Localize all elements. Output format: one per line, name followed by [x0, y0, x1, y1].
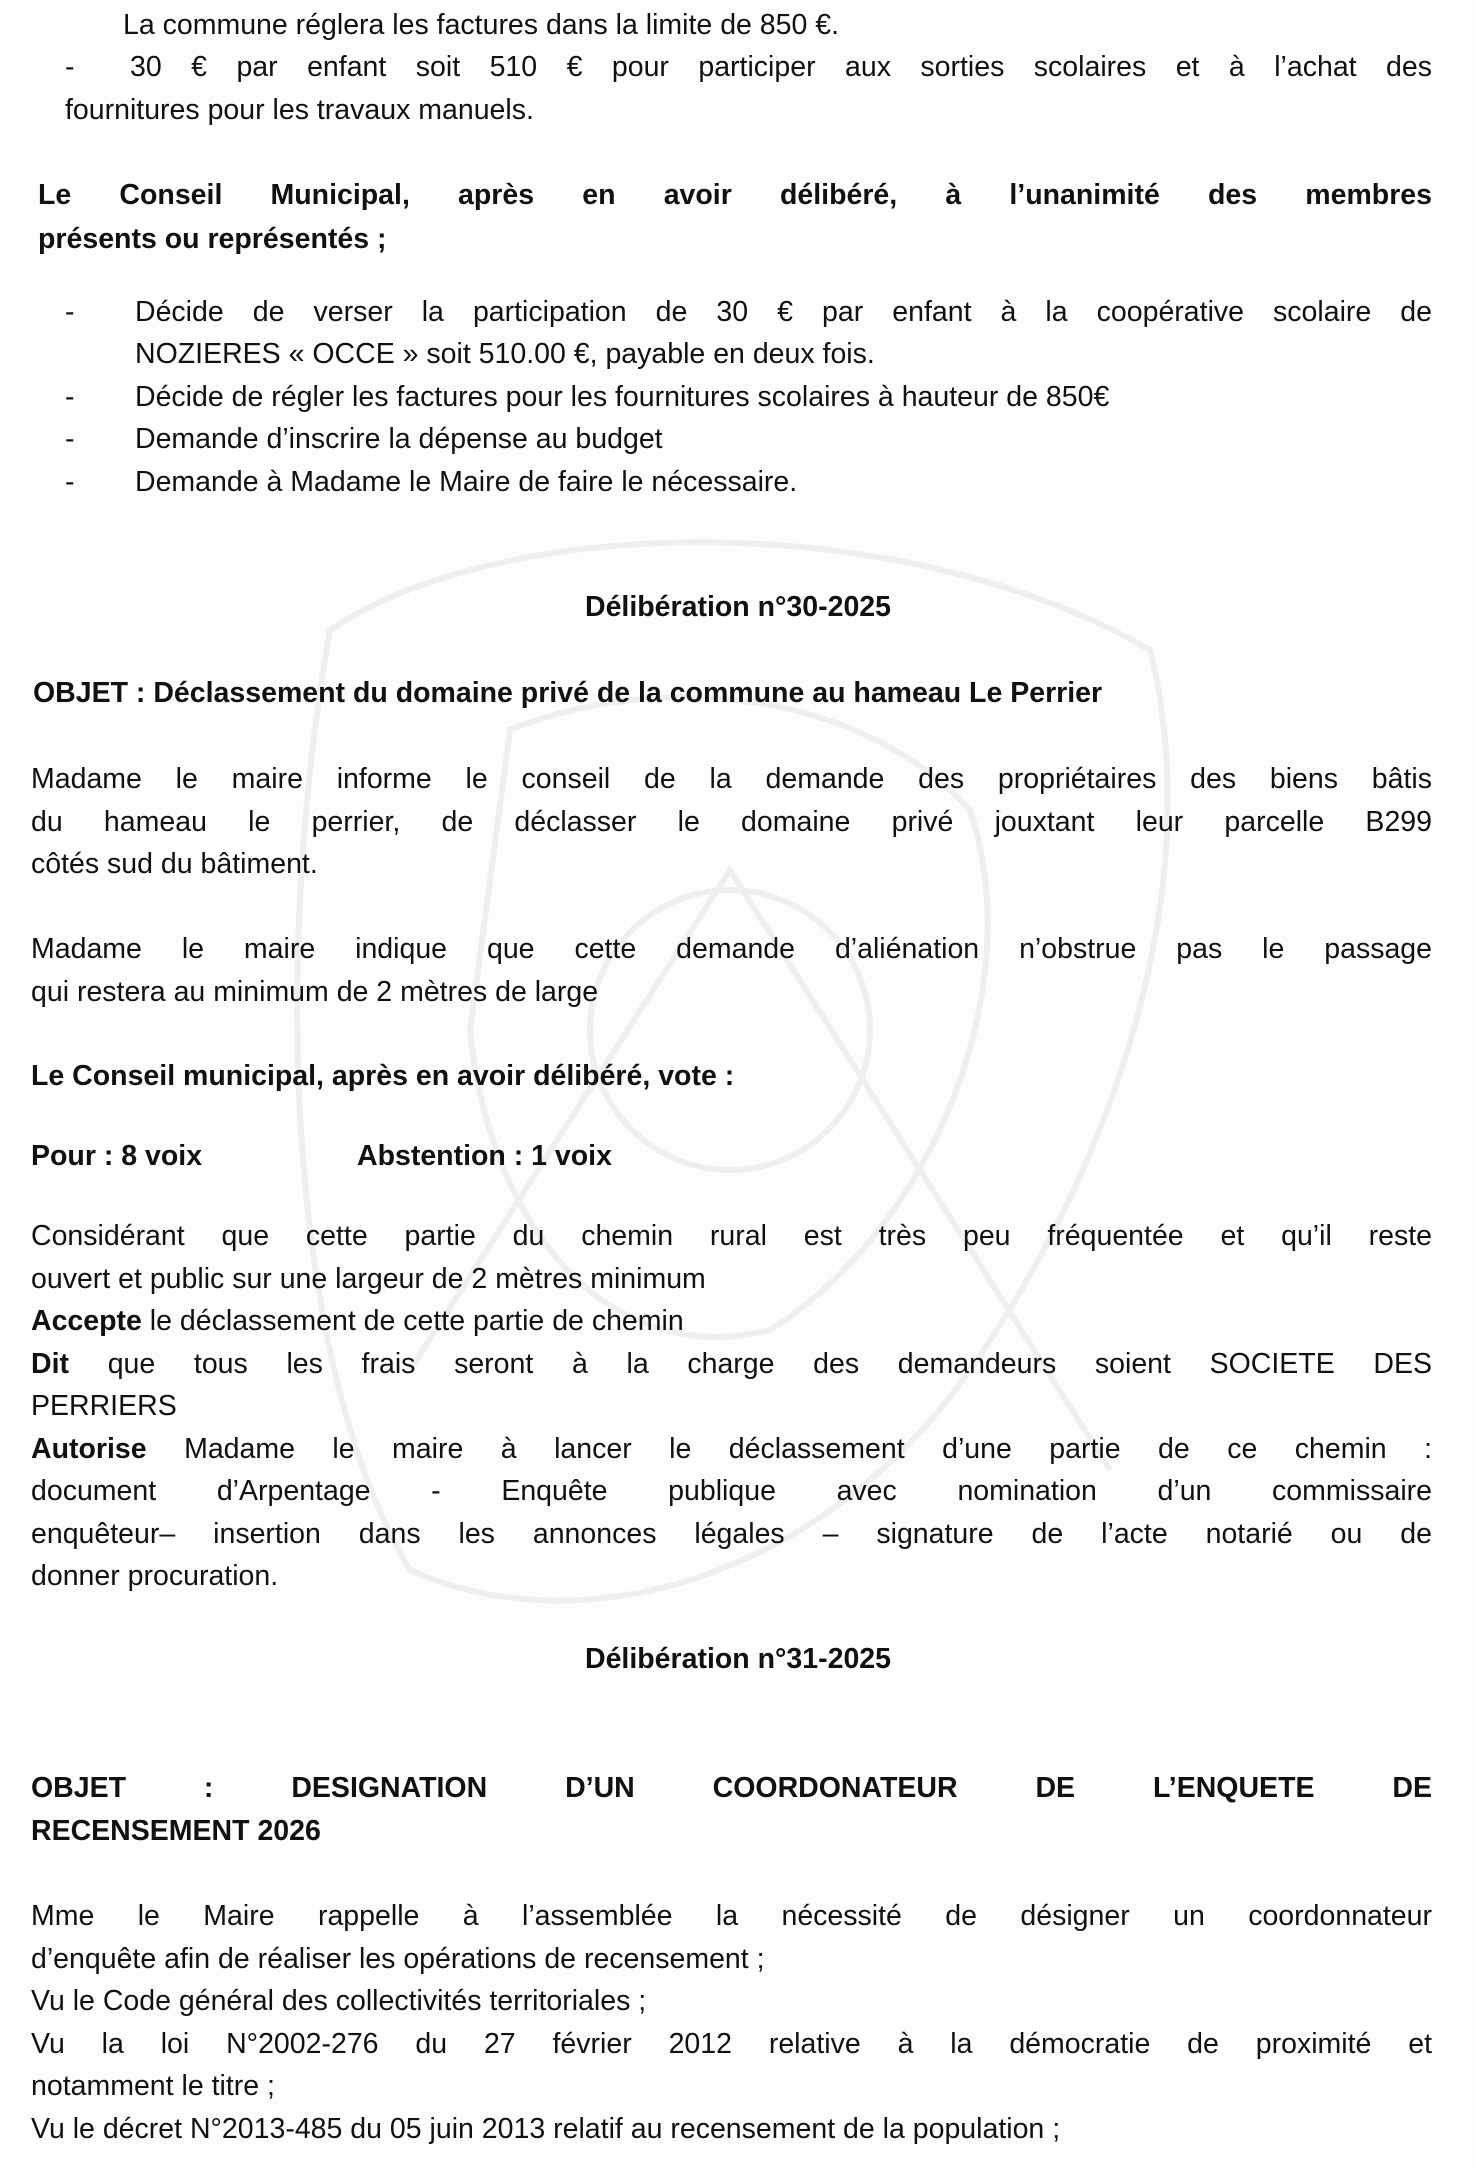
deliberation-31-objet-line1: OBJET : DESIGNATION D’UN COORDONATEUR DE L’ENQUETE DE [31, 1772, 1432, 1804]
intro-line-3: fournitures pour les travaux manuels. [65, 94, 534, 126]
bullet-dash: - [65, 51, 75, 83]
list-item-dash: - [65, 466, 75, 498]
deliberation-31-body-line6: Vu le décret N°2013-485 du 05 juin 2013 relatif au recensement de la population ; [31, 2113, 1061, 2145]
deliberation-30-para2-line1: Madame le maire indique que cette demande d’aliénation n’obstrue pas le passage [31, 933, 1432, 965]
list-item-decide-verser: Décide de verser la participation de 30 € par enfant à la coopérative scolaire de [135, 296, 1432, 328]
deliberation-30-para2-line2: qui restera au minimum de 2 mètres de large [31, 976, 599, 1008]
autorise-line-2: document d’Arpentage - Enquête publique avec nomination d’un commissaire [31, 1475, 1432, 1507]
list-item-dash: - [65, 381, 75, 413]
vote-abstention: Abstention : 1 voix [357, 1140, 612, 1172]
considerant-line-2: ouvert et public sur une largeur de 2 mètres minimum [31, 1263, 706, 1295]
deliberation-30-para1-line1: Madame le maire informe le conseil de la demande des propriétaires des biens bâtis [31, 763, 1432, 795]
accepte-text: le déclassement de cette partie de chemin [141, 1305, 684, 1337]
accepte-verb: Accepte [31, 1305, 142, 1337]
deliberation-31-title: Délibération n°31-2025 [584, 1643, 891, 1675]
council-heading-line-1: Le Conseil Municipal, après en avoir délibéré, à l’unanimité des membres [38, 179, 1432, 211]
autorise-verb: Autorise [31, 1433, 147, 1465]
accepte-line [31, 1304, 684, 1338]
deliberation-31-body-line1: Mme le Maire rappelle à l’assemblée la nécessité de désigner un coordonnateur [31, 1900, 1432, 1932]
list-item-decide-verser-cont: NOZIERES « OCCE » soit 510.00 €, payable en deux fois. [135, 338, 875, 370]
considerant-line-1: Considérant que cette partie du chemin rural est très peu fréquentée et qu’il reste [31, 1220, 1432, 1252]
deliberation-31-body-line2: d’enquête afin de réaliser les opérations de recensement ; [31, 1943, 765, 1975]
deliberation-31-body-line3: Vu le Code général des collectivités territoriales ; [31, 1985, 647, 2017]
deliberation-31-body-line4: Vu la loi N°2002-276 du 27 février 2012 relative à la démocratie de proximité et [31, 2028, 1432, 2060]
autorise-line-3: enquêteur– insertion dans les annonces légales – signature de l’acte notarié ou de [31, 1518, 1432, 1550]
list-item-dash: - [65, 423, 75, 455]
dit-line-1 [31, 1347, 1432, 1381]
list-item-maire-necessaire: Demande à Madame le Maire de faire le nécessaire. [135, 466, 798, 498]
vote-pour: Pour : 8 voix [31, 1140, 203, 1172]
list-item-dash: - [65, 296, 75, 328]
intro-line-2: 30 € par enfant soit 510 € pour participer aux sorties scolaires et à l’achat des [130, 51, 1432, 83]
deliberation-30-objet: OBJET : Déclassement du domaine privé de la commune au hameau Le Perrier [33, 677, 1103, 709]
dit-verb: Dit [31, 1348, 69, 1380]
council-heading-line-2: présents ou représentés ; [38, 223, 387, 255]
autorise-line-4: donner procuration. [31, 1560, 279, 1592]
deliberation-31-objet-line2: RECENSEMENT 2026 [31, 1815, 321, 1847]
deliberation-30-title: Délibération n°30-2025 [584, 591, 891, 623]
intro-line-1: La commune réglera les factures dans la limite de 850 €. [123, 9, 840, 41]
dit-line-2: PERRIERS [31, 1390, 177, 1422]
dit-text: que tous les frais seront à la charge des demandeurs soient SOCIETE DES [107, 1348, 1432, 1380]
deliberation-30-para1-line2: du hameau le perrier, de déclasser le domaine privé jouxtant leur parcelle B299 [31, 806, 1432, 838]
list-item-decide-regler: Décide de régler les factures pour les fournitures scolaires à hauteur de 850€ [135, 381, 1110, 413]
autorise-text: Madame le maire à lancer le déclassement d’une partie de ce chemin : [184, 1433, 1433, 1465]
deliberation-31-body-line5: notamment le titre ; [31, 2070, 275, 2102]
deliberation-30-para1-line3: côtés sud du bâtiment. [31, 848, 318, 880]
deliberation-30-vote-heading: Le Conseil municipal, après en avoir délibéré, vote : [31, 1060, 735, 1092]
list-item-inscrire-budget: Demande d’inscrire la dépense au budget [135, 423, 663, 455]
autorise-line-1 [31, 1432, 1432, 1466]
